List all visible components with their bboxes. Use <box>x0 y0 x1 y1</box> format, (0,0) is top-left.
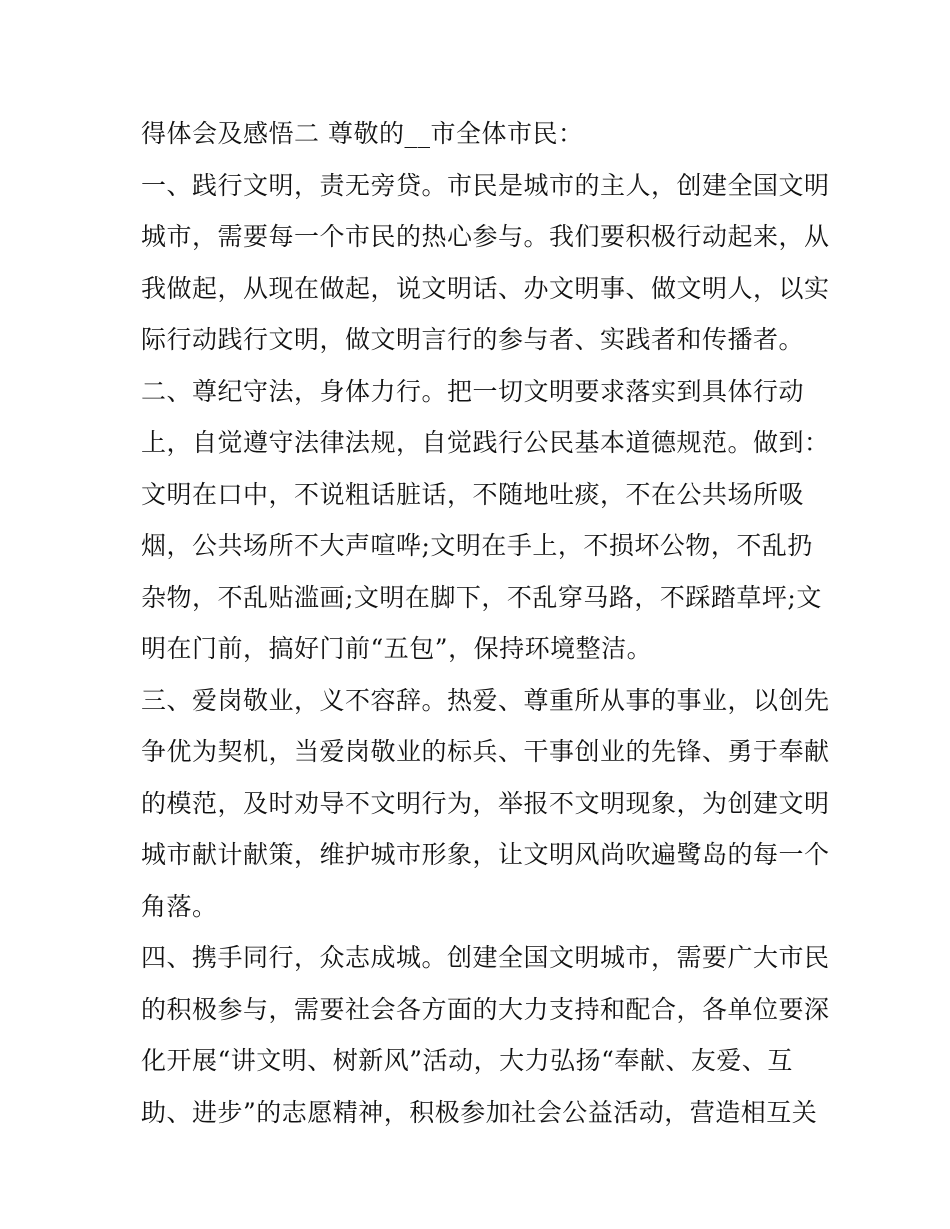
paragraph-line: 我做起，从现在做起，说文明话、办文明事、做文明人，以实 <box>141 273 830 303</box>
paragraph-line: 的模范，及时劝导不文明行为，举报不文明现象，为创建文明 <box>141 788 830 818</box>
paragraph-line: 杂物，不乱贴滥画;文明在脚下，不乱穿马路，不踩踏草坪;文 <box>141 582 822 612</box>
paragraph-line: 三、爱岗敬业，义不容辞。热爱、尊重所从事的事业，以创先 <box>141 685 830 715</box>
paragraph-line: 二、尊纪守法，身体力行。把一切文明要求落实到具体行动 <box>141 376 805 406</box>
paragraph-line: 一、践行文明，责无旁贷。市民是城市的主人，创建全国文明 <box>141 170 830 200</box>
paragraph-line: 的积极参与，需要社会各方面的大力支持和配合，各单位要深 <box>141 994 830 1024</box>
paragraph-line: 四、携手同行，众志成城。创建全国文明城市，需要广大市民 <box>141 943 830 972</box>
paragraph-line: 角落。 <box>141 891 218 921</box>
paragraph-line: 文明在口中，不说粗话脏话，不随地吐痰，不在公共场所吸 <box>141 479 805 509</box>
paragraph-line: 烟，公共场所不大声喧哗;文明在手上，不损坏公物，不乱扔 <box>141 531 813 560</box>
document-body <box>141 108 831 1138</box>
paragraph-line: 争优为契机，当爱岗敬业的标兵、干事创业的先锋、勇于奉献 <box>141 737 830 766</box>
paragraph-line: 化开展“讲文明、树新风”活动，大力弘扬“奉献、友爱、互 <box>141 1046 793 1075</box>
paragraph-line: 城市献计献策，维护城市形象，让文明风尚吹遍鹭岛的每一个 <box>141 840 830 869</box>
document-title-line: 得体会及感悟二 尊敬的__市全体市民： <box>141 119 584 148</box>
paragraph-line: 上，自觉遵守法律法规，自觉践行公民基本道德规范。做到： <box>141 428 830 457</box>
paragraph-line: 际行动践行文明，做文明言行的参与者、实践者和传播者。 <box>141 325 805 354</box>
paragraph-line: 助、进步”的志愿精神，积极参加社会公益活动，营造相互关 <box>141 1097 818 1127</box>
paragraph-line: 明在门前，搞好门前“五包”，保持环境整洁。 <box>141 634 653 663</box>
paragraph-line: 城市，需要每一个市民的热心参与。我们要积极行动起来，从 <box>141 222 830 251</box>
